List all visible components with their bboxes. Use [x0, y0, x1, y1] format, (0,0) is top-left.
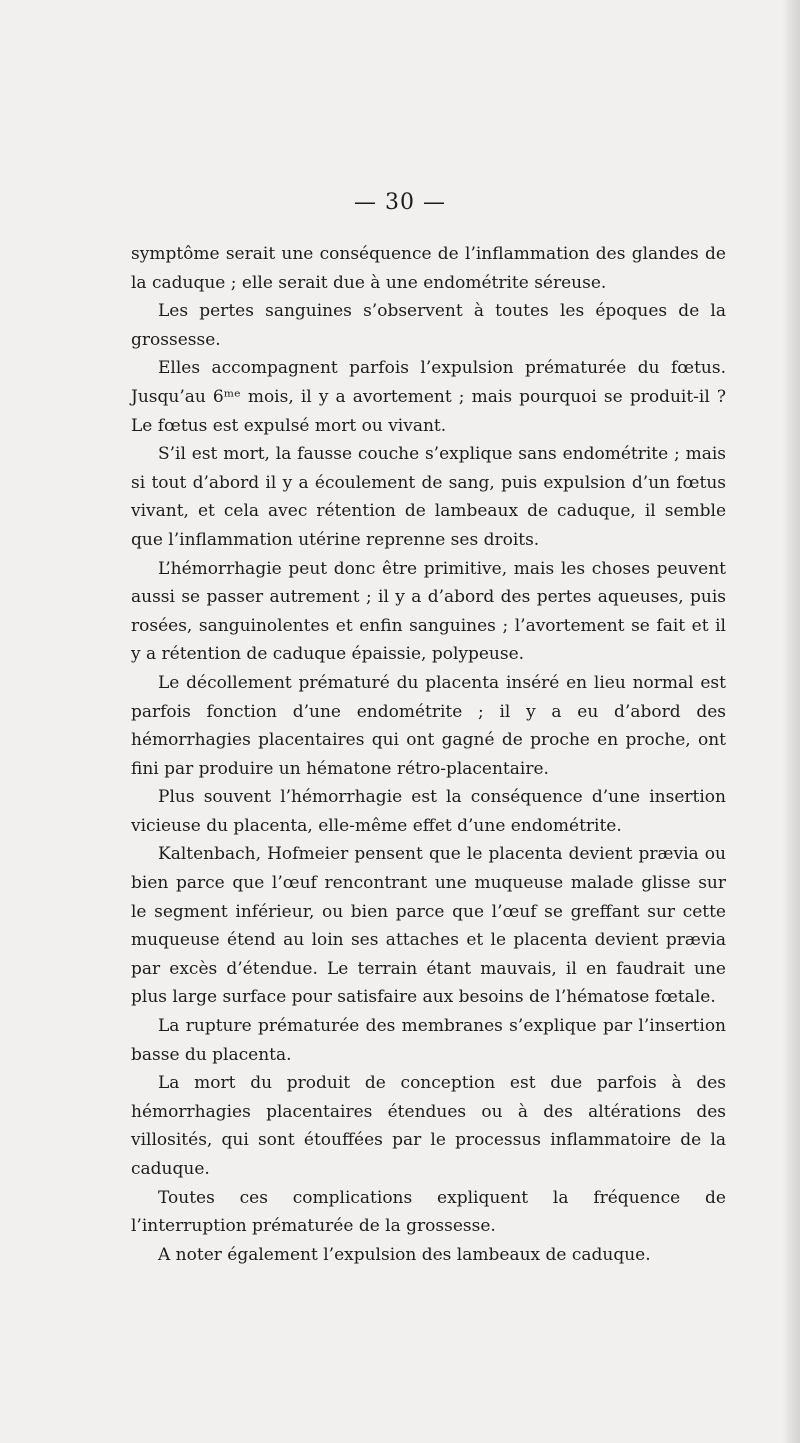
- paragraph: S’il est mort, la fausse couche s’explique sans endométrite ; mais si tout d’abord il y a écoulement de sang, puis expulsion d’un fœtus vivant, et cela avec rétention de lambeaux de caduque, il semble que l’inflammation utérine reprenne ses droits.: [131, 444, 726, 550]
- paragraph: La mort du produit de conception est due parfois à des hémorrhagies placentaires étendues ou à des altérations des villosités, qui sont étouffées par le processus inflammatoire de la caduque.: [131, 1073, 726, 1179]
- paragraph: Toutes ces complications expliquent la fréquence de l’interruption prématurée de la grossesse.: [131, 1187, 726, 1237]
- paragraph: symptôme serait une conséquence de l’inflammation des glandes de la caduque ; elle serait due à une endométrite séreuse.: [131, 244, 726, 293]
- page-edge-shadow: [782, 0, 800, 1443]
- paragraph: Elles accompagnent parfois l’expulsion prématurée du fœtus. Jusqu’au 6ᵐᵉ mois, il y a avortement ; mais pourquoi se produit-il ? Le fœtus est expulsé mort ou vivant.: [131, 358, 726, 436]
- page-number: — 30 —: [354, 190, 446, 215]
- paragraph: Plus souvent l’hémorrhagie est la conséquence d’une insertion vicieuse du placenta, elle-même effet d’une endométrite.: [131, 787, 726, 836]
- paragraph: Kaltenbach, Hofmeier pensent que le placenta devient prævia ou bien parce que l’œuf rencontrant une muqueuse malade glisse sur le segment inférieur, ou bien parce que l’œuf se greffant sur cette muqueuse étend au loin ses attaches et le placenta devient prævia par excès d’étendue. Le terrain étant mauvais, il en faudrait une plus large surface pour satisfaire aux besoins de l’hématose fœtale.: [131, 844, 726, 1008]
- body-text: [131, 240, 726, 1269]
- paragraph: Le décollement prématuré du placenta inséré en lieu normal est parfois fonction d’une endométrite ; il y a eu d’abord des hémorrhagies placentaires qui ont gagné de proche en proche, ont fini par produire un hématone rétro-placentaire.: [131, 672, 726, 779]
- paragraph: La rupture prématurée des membranes s’explique par l’insertion basse du placenta.: [131, 1016, 726, 1065]
- paragraph: L’hémorrhagie peut donc être primitive, mais les choses peuvent aussi se passer autrement ; il y a d’abord des pertes aqueuses, puis rosées, sanguinolentes et enfin sanguines ; l’avortement se fait et il y a rétention de caduque épaissie, polypeuse.: [131, 558, 726, 665]
- paragraph: A noter également l’expulsion des lambeaux de caduque.: [158, 1244, 651, 1265]
- paragraph: Les pertes sanguines s’observent à toutes les époques de la grossesse.: [131, 301, 726, 350]
